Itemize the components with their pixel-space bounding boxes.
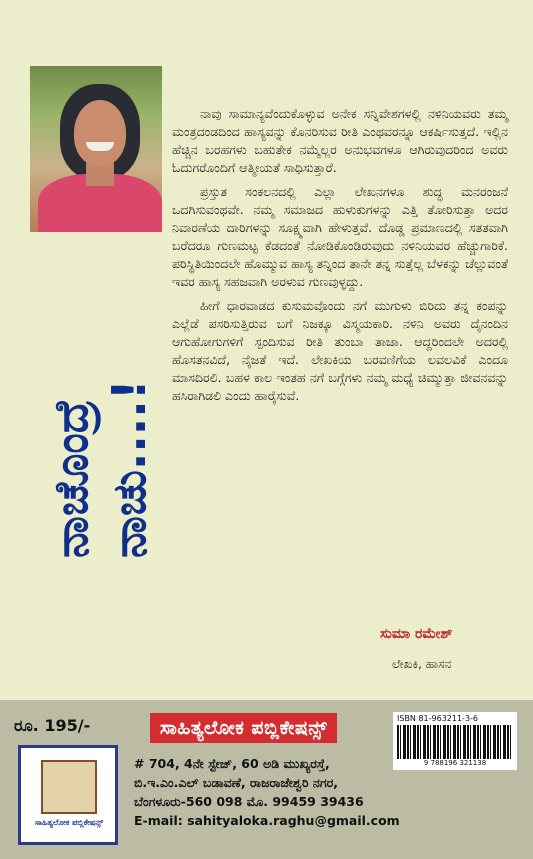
address-email: E-mail: sahityaloka.raghu@gmail.com [134,813,400,828]
address-line-1: # 704, 4ನೇ ಸ್ಟೇಜ್, 60 ಅಡಿ ಮುಖ್ಯರಸ್ತೆ, [134,756,330,771]
title-line-2: ನಾಚು....! [102,379,156,558]
logo-text: ಸಾಹಿತ್ಯಲೋಕ ಪಬ್ಲಿಕೇಷನ್ಸ್ [34,818,104,827]
signature-subtitle: ಲೇಖಕಿ, ಹಾಸನ [392,657,452,671]
publisher-logo [18,745,118,845]
blurb-paragraph-3: ಹೀಗೆ ಧಾರವಾಡದ ಕುಸುಮವೊಂದು ನಗೆ ಮುಗುಳು ಬಿರಿದು ತನ್ನ ಕಂಪನ್ನು ಎಲ್ಲೆಡೆ ಪಸರಿಸುತ್ತಿರುವ ಬಗೆ ನಿಜಕ್ಕೂ ವಿಸ್ಮಯಕಾರಿ. ನಳಿನಿ ಅವರು ದೈನಂದಿನ ಆಗುಹೋಗುಗಳಿಗೆ ಸ್ಪಂದಿಸುವ ರೀತಿ ತುಂಬಾ ತಾಜಾ. ಆದ್ದರಿಂದಲೇ ಅದರಲ್ಲಿ ಹೊಸತನವಿದೆ, ನೈಜತೆ ಇದೆ. ಲೇಖಕಿಯ ಬರವಣಿಗೆಯ ಲವಲವಿಕೆ ಎಂದೂ ಮಾಸದಿರಲಿ. ಬಹಳ ಕಾಲ ಇಂತಹ ನಗೆ ಬಗ್ಗೆಗಳು ನಮ್ಮ ಮಧ್ಯೆ ಚಿಮ್ಮುತ್ತಾ ಜೀವನವನ್ನು ಹಸಿರಾಗಿಡಲಿ ಎಂದು ಹಾರೈಸುವೆ. [172,298,508,403]
barcode-number: 9 788196 321138 [423,759,487,767]
publisher-name: ಸಾಹಿತ್ಯಲೋಕ ಪಬ್ಲಿಕೇಷನ್ಸ್ [150,713,337,743]
isbn-barcode [393,712,517,770]
address-line-2: ಬಿ.ಇ.ಎಂ.ಎಲ್ ಬಡಾವಣೆ, ರಾಜರಾಜೇಶ್ವರಿ ನಗರ, [134,775,338,790]
address-line-3: ಬೆಂಗಳೂರು-560 098 ಮೊ. 99459 39436 [134,794,364,809]
barcode-icon [397,725,513,759]
blurb-paragraph-1: ನಾವು ಸಾಮಾನ್ಯವೆಂದುಕೊಳ್ಳುವ ಅನೇಕ ಸನ್ನಿವೇಶಗಳಲ್ಲಿ ನಳಿನಿಯವರು ತಮ್ಮ ಮಂತ್ರದಂಡದಿಂದ ಹಾಸ್ಯವನ್ನು ಕೊನರಿಸುವ ರೀತಿ ಎಂಥವರನ್ನೂ ಆಕರ್ಷಿಸುತ್ತದೆ. ಇಲ್ಲಿನ ಹೆಚ್ಚಿನ ಬರಹಗಳು ಬಹುತೇಕ ನಮ್ಮೆಲ್ಲರ ಅನುಭವಗಳೂ ಆಗಿರುವುದರಿಂದ ಅವರು ಓದುಗರೊಂದಿಗೆ ಆತ್ಮೀಯತೆ ಸಾಧಿಸುತ್ತಾರೆ. [172,106,508,175]
blurb-paragraph-2: ಪ್ರಸ್ತುತ ಸಂಕಲನದಲ್ಲಿ ಎಲ್ಲಾ ಲೇಖನಗಳೂ ಶುದ್ಧ ಮನರಂಜನೆ ಒದಗಿಸುವಂಥವೇ. ನಮ್ಮ ಸಮಾಜದ ಹುಳುಕುಗಳನ್ನು ಎತ್ತಿ ತೋರಿಸುತ್ತಾ ಅದರ ನಿವಾರಣೆಯ ದಾರಿಗಳನ್ನು ಸೂಕ್ಷ್ಮವಾಗಿ ಹೇಳುತ್ತವೆ. ದೊಡ್ಡ ಪ್ರಮಾಣದಲ್ಲಿ ಸತತವಾಗಿ ಬರೆದರೂ ಗುಣಮಟ್ಟ ಕೆಡದಂತೆ ನೋಡಿಕೊಂಡಿರುವುದು ನಳಿನಿಯವರ ಹೆಚ್ಚುಗಾರಿಕೆ. ಪರಿಸ್ಥಿತಿಯಿಂದಲೇ ಹೊಮ್ಮುವ ಹಾಸ್ಯ ತನ್ನಿಂದ ತಾನೇ ತನ್ನ ಸುತ್ತೆಲ್ಲ ಬೆಳಕನ್ನು ಚೆಲ್ಲುವಂತೆ ಇವರ ಹಾಸ್ಯ ಸಹಜವಾಗಿ ಅರಳುವ ಗುಣವುಳ್ಳದ್ದು. [172,184,508,289]
price-label: ರೂ. 195/- [14,716,91,735]
book-title [44,320,156,558]
title-line-1: ನಾಚೊಂದ್ರೆ [44,399,98,558]
logo-emblem-icon [41,760,97,814]
author-photo [30,66,162,232]
isbn-label: ISBN 81-963211-3-6 [397,714,479,723]
signature-name: ಸುಮಾ ರಮೇಶ್ [380,626,453,642]
publisher-address [134,754,434,830]
blurb-text [172,105,508,411]
